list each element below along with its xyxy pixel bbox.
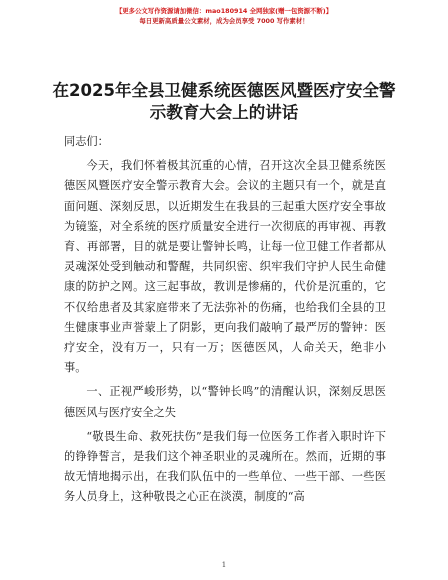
document-title: 在2025年全县卫健系统医德医风暨医疗安全警示教育大会上的讲话: [52, 81, 396, 122]
paragraph: 今天，我们怀着极其沉重的心情，召开这次全县卫健系统医德医风暨医疗安全警示教育大会。会议的主题只有一个，就是直面问题、深刻反思，以近期发生在我县的三起重大医疗安全事故为镜鉴，对全系统的医疗质量安全进行一次彻底的再审视、再教育、再部署，目的就是要让警钟长鸣，让每一位卫健工作者都从灵魂深处受到触动和警醒，共同织密、织牢我们守护人民生命健康的防护之网。这三起事故，教训是惨痛的，代价是沉重的，它不仅给患者及其家庭带来了无法弥补的伤痛，也给我们全县的卫生健康事业声誉蒙上了阴影，更向我们敲响了最严厉的警钟：医疗安全，没有万一，只有一万；医德医风，人命关天，绝非小事。: [64, 159, 386, 375]
salutation: 同志们：: [64, 135, 109, 148]
section-heading: 一、正视严峻形势，以“警钟长鸣”的清醒认识，深刻反思医德医风与医疗安全之失: [64, 385, 386, 419]
paragraph: “敬畏生命、救死扶伤”是我们每一位医务工作者入职时许下的铮铮誓言，是我们这个神圣职业的灵魂所在。然而，近期的事故无情地揭示出，在我们队伍中的一些单位、一些干部、一些医务人员身上，这种敬畏之心正在淡漠，制度的“高: [64, 429, 386, 504]
document-body: [64, 132, 386, 508]
promo-banner: [0, 6, 448, 26]
promo-line-1: 【更多公文写作资源请加微信：mao180914 全网独家(赠一包资源不断)】: [115, 7, 333, 15]
promo-line-2: 每日更新高质量公文素材，成为会员享受 7000 写作素材！: [139, 17, 309, 25]
page-number: 1: [221, 561, 227, 569]
